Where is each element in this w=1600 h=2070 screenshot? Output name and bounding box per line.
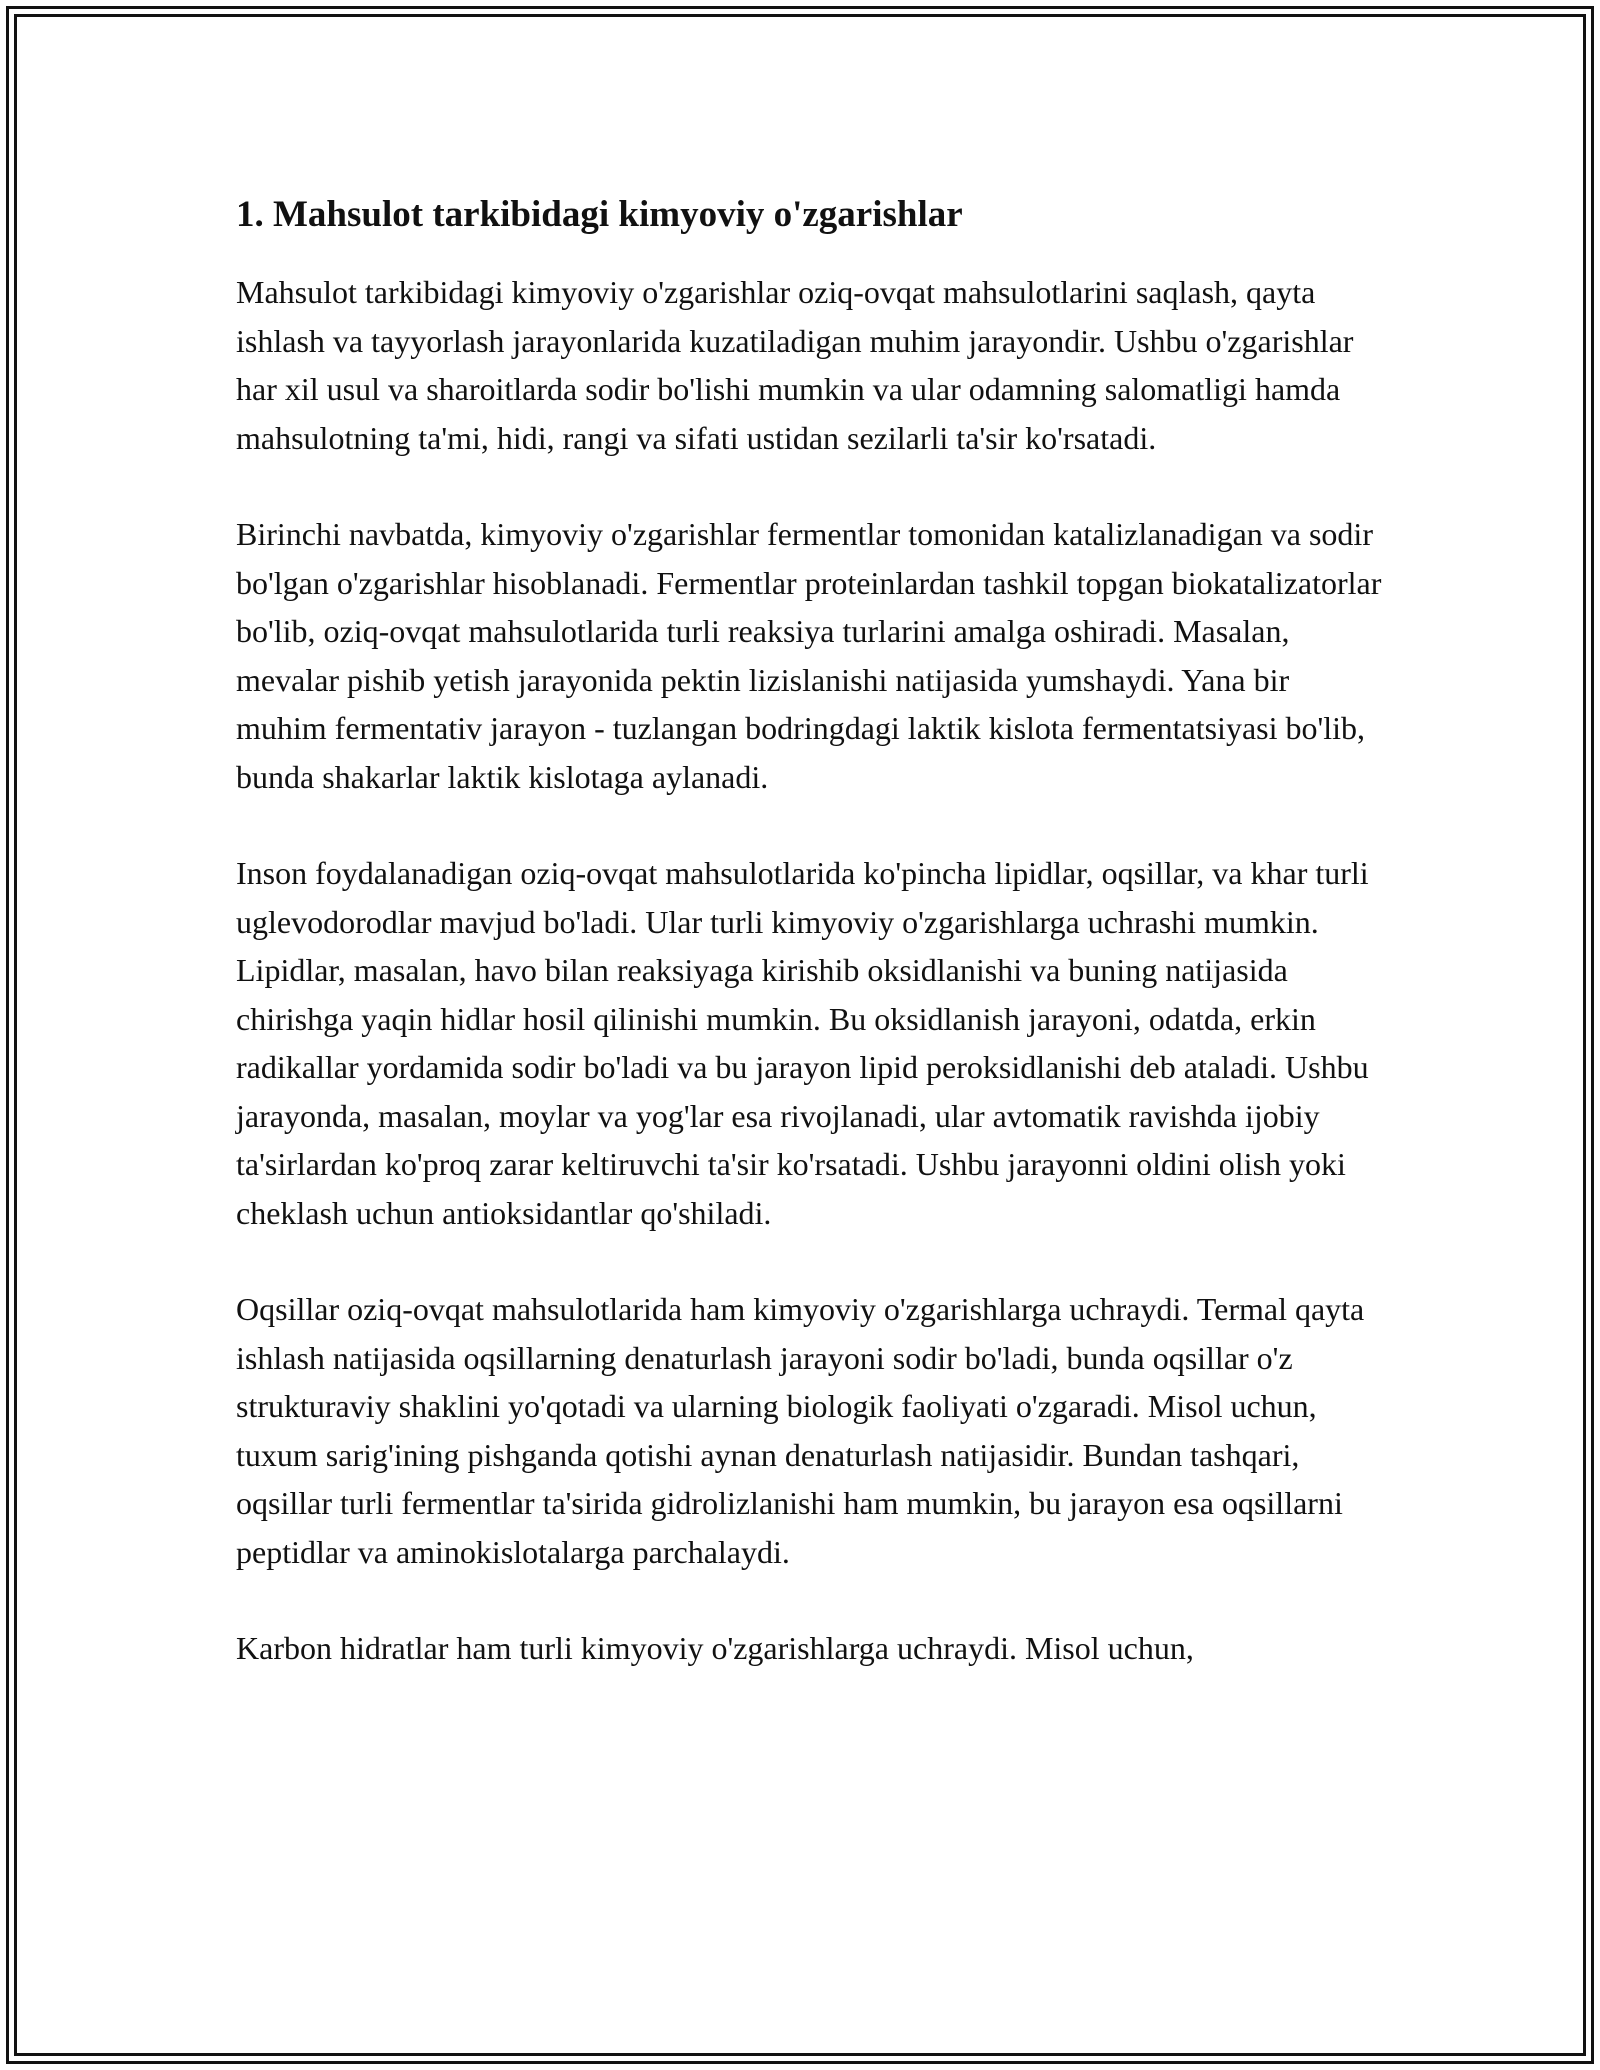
paragraph: Karbon hidratlar ham turli kimyoviy o'zgarishlarga uchraydi. Misol uchun, xyxy=(236,1630,1194,1666)
paragraph: Oqsillar oziq-ovqat mahsulotlarida ham kimyoviy o'zgarishlarga uchraydi. Termal qayta ishlash natijasida oqsillarning denaturlash jarayoni sodir bo'ladi, bunda oqsillar o'z strukturaviy shaklini yo'qotadi va ularning biologik faoliyati o'zgaradi. Misol uchun, tuxum sarig'ining pishganda qotishi aynan denaturlash natijasidir. Bundan tashqari, oqsillar turli fermentlar ta'sirida gidrolizlanishi ham mumkin, bu jarayon esa oqsillarni peptidlar va aminokislotalarga parchalaydi. xyxy=(236,1291,1365,1570)
paragraph: Mahsulot tarkibidagi kimyoviy o'zgarishlar oziq-ovqat mahsulotlarini saqlash, qayta ishlash va tayyorlash jarayonlarida kuzatiladigan muhim jarayondir. Ushbu o'zgarishlar har xil usul va sharoitlarda sodir bo'lishi mumkin va ular odamning salomatligi hamda mahsulotning ta'mi, hidi, rangi va sifati ustidan sezilarli ta'sir ko'rsatadi. xyxy=(236,274,1354,456)
document-body xyxy=(236,190,1386,1721)
paragraph: Inson foydalanadigan oziq-ovqat mahsulotlarida ko'pincha lipidlar, oqsillar, va khar turli uglevodorodlar mavjud bo'ladi. Ular turli kimyoviy o'zgarishlarga uchrashi mumkin. Lipidlar, masalan, havo bilan reaksiyaga kirishib oksidlanishi va buning natijasida chirishga yaqin hidlar hosil qilinishi mumkin. Bu oksidlanish jarayoni, odatda, erkin radikallar yordamida sodir bo'ladi va bu jarayon lipid peroksidlanishi deb ataladi. Ushbu jarayonda, masalan, moylar va yog'lar esa rivojlanadi, ular avtomatik ravishda ijobiy ta'sirlardan ko'proq zarar keltiruvchi ta'sir ko'rsatadi. Ushbu jarayonni oldini olish yoki cheklash uchun antioksidantlar qo'shiladi. xyxy=(236,855,1369,1231)
paragraph: Birinchi navbatda, kimyoviy o'zgarishlar fermentlar tomonidan katalizlanadigan va sodir bo'lgan o'zgarishlar hisoblanadi. Fermentlar proteinlardan tashkil topgan biokatalizatorlar bo'lib, oziq-ovqat mahsulotlarida turli reaksiya turlarini amalga oshiradi. Masalan, mevalar pishib yetish jarayonida pektin lizislanishi natijasida yumshaydi. Yana bir muhim fermentativ jarayon - tuzlangan bodringdagi laktik kislota fermentatsiyasi bo'lib, bunda shakarlar laktik kislotaga aylanadi. xyxy=(236,516,1382,795)
section-heading: 1. Mahsulot tarkibidagi kimyoviy o'zgarishlar xyxy=(236,194,963,235)
